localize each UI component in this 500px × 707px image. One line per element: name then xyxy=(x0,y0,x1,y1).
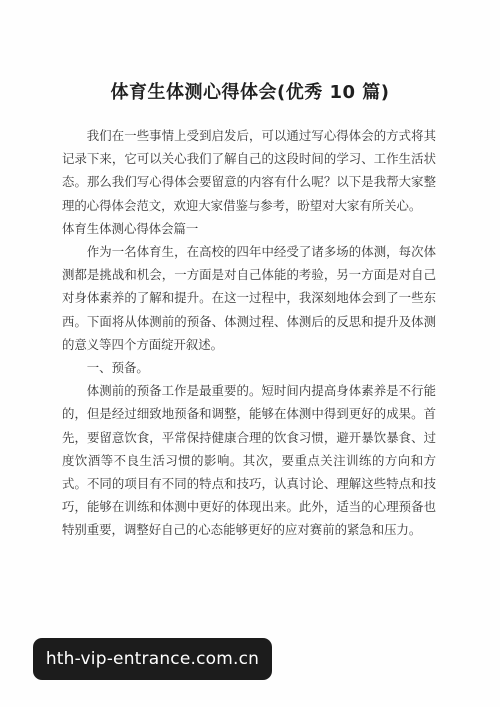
watermark-text: hth-vip-entrance.com.cn xyxy=(45,649,260,669)
section-paragraph: 作为一名体育生，在高校的四年中经受了诸多场的体测，每次体测都是挑战和机会，一方面是对自己体能的考验，另一方面是对自己对身体素养的了解和提升。在这一过程中，我深刻地体会到了一些东西。下面将从体测前的预备、体测过程、体测后的反思和提升及体测的意义等四个方面绽开叙述。 xyxy=(62,244,436,352)
subsection-heading: 一、预备。 xyxy=(86,360,149,376)
section-heading: 体育生体测心得体会篇一 xyxy=(62,220,199,236)
document-title: 体育生体测心得体会(优秀 10 篇) xyxy=(110,82,390,103)
document-body xyxy=(62,124,436,542)
subsection-paragraph: 体测前的预备工作是最重要的。短时间内提高身体素养是不行能的，但是经过细致地预备和调整，能够在体测中得到更好的成果。首先，要留意饮食，平常保持健康合理的饮食习惯，避开暴饮暴食、过度饮酒等不良生活习惯的影响。其次，要重点关注训练的方向和方式。不同的项目有不同的特点和技巧，认真讨论、理解这些特点和技巧，能够在训练和体测中更好的体现出来。此外，适当的心理预备也特别重要，调整好自己的心态能够更好的应对赛前的紧急和压力。 xyxy=(62,383,436,538)
watermark-banner xyxy=(33,638,272,680)
intro-paragraph: 我们在一些事情上受到启发后，可以通过写心得体会的方式将其记录下来，它可以关心我们了解自己的这段时间的学习、工作生活状态。那么我们写心得体会要留意的内容有什么呢？以下是我帮大家整理的心得体会范文，欢迎大家借鉴与参考，盼望对大家有所关心。 xyxy=(62,128,436,213)
